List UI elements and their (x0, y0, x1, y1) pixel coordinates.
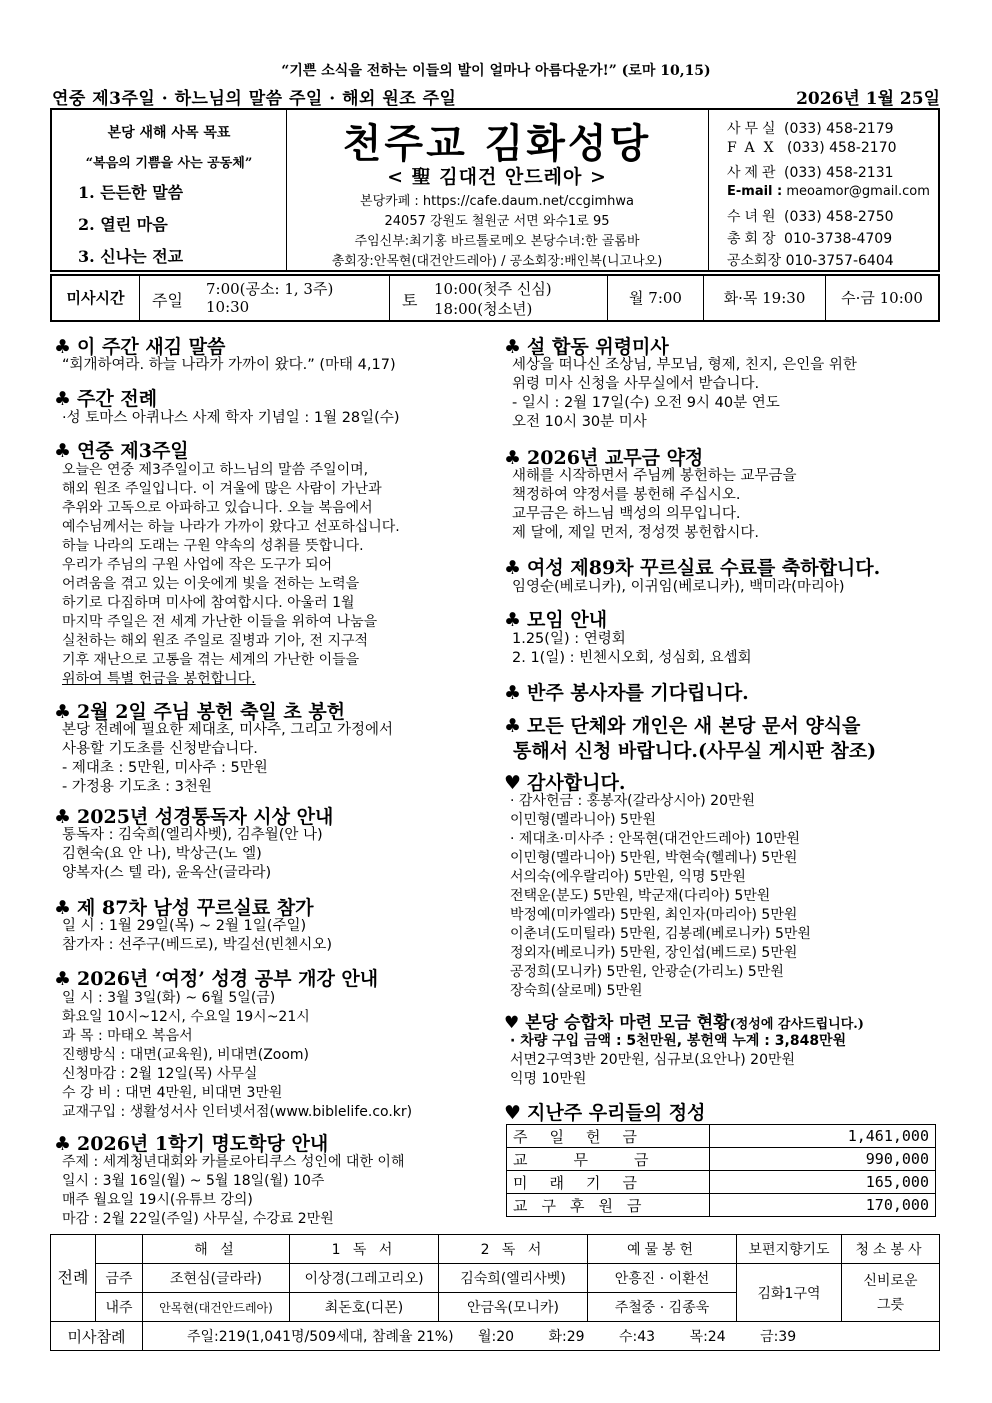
goal-item: 3. 신나는 전교 (78, 247, 184, 266)
church-dues: 새해를 시작하면서 주님께 봉헌하는 교무금을 책정하여 약정서를 봉헌해 주십시오. 교무금은 하느님 백성의 의무입니다. 제 달에, 제일 먼저, 정성껏 봉헌합시다. (512, 468, 797, 541)
church-info (288, 110, 706, 270)
van-fund: · 차량 구입 금액 : 5천만원, 봉헌액 누계 : 3,848만원 서면2구역3반 20만원, 심규보(요안나) 20만원 익명 10만원 (510, 1033, 847, 1087)
section-heading: ♥ 본당 승합차 마련 모금 현황(정성에 감사드립니다.) (504, 1013, 864, 1033)
clergy: 주임신부:최기홍 바르톨로메오 본당수녀:한 골롬바 (354, 234, 640, 249)
liturgical-subtitle: 연중 제3주일 · 하느님의 말씀 주일 · 해외 원조 주일 (52, 89, 457, 109)
section-heading: ♣ 2025년 성경통독자 시상 안내 (54, 806, 334, 828)
goal-item: 1. 든든한 말씀 (78, 183, 184, 202)
section-heading: ♣ 설 합동 위령미사 (504, 336, 669, 358)
heart-icon: ♥ (504, 1013, 520, 1033)
myeongdo-school-info: 주제 : 세계청년대회와 카를로아티쿠스 성인에 대한 이해 일시 : 3월 16일(월) ~ 5월 18일(월) 10주 매주 월요일 19시(유튜브 강의) 마감 : 2월 22일(주일) 사무실, 수강료 2만원 (62, 1154, 405, 1227)
contact-row: 수녀원 (033) 458-2750 (727, 209, 894, 225)
contact-row: 총회장 010-3738-4709 (727, 231, 893, 247)
cafe-link[interactable]: 본당카페 : https://cafe.daum.net/ccgimhwa (360, 194, 634, 209)
saturday-mass: 토 10:00(첫주 신심) 18:00(청소년) (390, 276, 608, 320)
contact-row: 사제관 (033) 458-2131 (727, 165, 894, 181)
section-heading: ♣ 반주 봉사자를 기다립니다. (504, 682, 749, 704)
attendance-row: 미사참례 주일:219(1,041명/509세대, 참례율 21%) 월:20 화:29 수:43 목:24 금:39 (51, 1322, 940, 1351)
section-heading: ♣ 제 87차 남성 꾸르실료 참가 (54, 897, 314, 919)
club-icon: ♣ (54, 388, 72, 410)
sunday-mass: 주일 7:00(공소: 1, 3주) 10:30 (140, 276, 390, 320)
offering-table (506, 1124, 936, 1217)
contact-list (708, 110, 939, 270)
section-heading: ♣ 이 주간 새김 말씀 (54, 336, 226, 358)
table-row: 내주 안목현(대건안드레아) 최돈호(디몬) 안금옥(모니카) 주철중 · 김종욱 (51, 1293, 940, 1322)
section-heading: ♣ 2026년 ‘여정’ 성경 공부 개강 안내 (54, 968, 379, 990)
table-row: 교구후원금 170,000 (507, 1194, 936, 1217)
table-row: 금주 조현심(글라라) 이상경(그레고리오) 김숙희(엘리사벳) 안흥진 · 이환선 김화1구역 신비로운 그릇 (51, 1264, 940, 1293)
contact-row: E-mail : meoamor@gmail.com (727, 184, 930, 199)
club-icon: ♣ (54, 701, 72, 723)
cursillo-info: 일 시 : 1월 29일(목) ~ 2월 1일(주일) 참가자 : 선주구(베드로), 박길선(빈첸시오) (62, 918, 333, 953)
masthead (50, 108, 940, 272)
weekly-verse: “회개하여라. 하늘 나라가 가까이 왔다.” (마태 4,17) (62, 357, 396, 373)
tue-thu-mass: 화·목 19:30 (704, 276, 826, 320)
section-heading: ♣ 여성 제89차 꾸르실료 수료를 축하합니다. (504, 557, 881, 579)
candle-offering: 본당 전례에 필요한 제대초, 미사주, 그리고 가정에서 사용할 기도초를 신청받습니다. - 제대초 : 5만원, 미사주 : 5만원 - 가정용 기도초 : 3천원 (62, 722, 394, 795)
contact-row: 사무실 (033) 458-2179 (727, 121, 894, 137)
section-heading: ♥ 감사합니다. (504, 772, 626, 794)
club-icon: ♣ (54, 806, 72, 828)
table-row: 전례 해 설 1 독 서 2 독 서 예물봉헌 보편지향기도 청소봉사 (51, 1235, 940, 1264)
section-heading-cont: 통해서 신청 바랍니다.(사무실 게시판 참조) (513, 740, 877, 762)
table-row: 교무금 990,000 (507, 1148, 936, 1171)
section-heading: ♣ 2026년 교무금 약정 (504, 447, 704, 469)
club-icon: ♣ (504, 557, 522, 579)
wed-fri-mass: 수·금 10:00 (841, 289, 923, 307)
heart-icon: ♥ (504, 1102, 522, 1124)
church-name: 천주교 김화성당 (342, 121, 652, 167)
bible-reading-award: 통독자 : 김숙희(엘리사벳), 김추월(안 나) 김현숙(요 안 나), 박상근(노 엘) 양복자(스 텔 라), 윤옥산(글라라) (62, 827, 323, 881)
thanks-list: · 감사헌금 : 홍봉자(갈라상시아) 20만원 이민형(멜라니아) 5만원 · 제대초·미사주 : 안목현(대건안드레아) 10만원 이민형(멜라니아) 5만원, 박현숙(헬레나) 5만원 서의숙(에우랄리아) 5만원, 익명 5만원 전택운(분도) 5만원, 박군재(다리아) 5만원 박정예(미카엘라) 5만원, 최인자(마리아) 5만원 이춘녀(도미틸라) 5만원, 김봉례(베로니카) 5만원 정외자(베로니카) 5만원, 장인섭(베드로) 5만원 공정희(모니카) 5만원, 안광순(가리노) 5만원 장숙희(살로메) 5만원 (510, 793, 811, 999)
section-heading: ♣ 2026년 1학기 명도학당 안내 (54, 1133, 329, 1155)
club-icon: ♣ (54, 440, 72, 462)
goals-title: 본당 새해 사목 목표 (107, 125, 231, 141)
section-heading: ♣ 모든 단체와 개인은 새 본당 문서 양식을 (504, 715, 861, 737)
section-heading: ♣ 모임 안내 (504, 609, 608, 631)
memorial-mass: 세상을 떠나신 조상님, 부모님, 형제, 친지, 은인을 위한 위령 미사 신청을 사무실에서 받습니다. - 일시 : 2월 17일(수) 오전 9시 40분 연도 오전 10시 30분 미사 (512, 357, 857, 430)
address: 24057 강원도 철원군 서면 와수1로 95 (384, 214, 610, 229)
bible-study-info: 일 시 : 3월 3일(화) ~ 6월 5일(금) 화요일 10시~12시, 수요일 19시~21시 과 목 : 마태오 복음서 진행방식 : 대면(교육원), 비대면(Zoom) 신청마감 : 2월 12일(목) 사무실 수 강 비 : 대면 4만원, 비대면 3만원 교재구입 : 생활성서사 인터넷서점(www.biblelife.co.kr) (62, 990, 413, 1120)
mass-label: 미사시간 (52, 276, 140, 320)
club-icon: ♣ (504, 336, 522, 358)
cursillo-graduates: 임영순(베로니카), 이귀임(베로니카), 백미라(마리아) (512, 579, 845, 595)
patron-saint: < 聖 김대건 안드레아 > (387, 166, 607, 188)
club-icon: ♣ (54, 968, 72, 990)
mass-times (50, 274, 940, 322)
section-heading: ♥ 지난주 우리들의 정성 (504, 1102, 706, 1124)
contact-row: FAX (033) 458-2170 (727, 140, 897, 156)
meetings: 1.25(일) : 연령회 2. 1(일) : 빈첸시오회, 성심회, 요셉회 (512, 631, 752, 666)
heart-icon: ♥ (504, 772, 522, 794)
presidents: 총회장:안목현(대건안드레아) / 공소회장:배인복(니고나오) (331, 254, 663, 269)
sunday-message: 오늘은 연중 제3주일이고 하느님의 말씀 주일이며, 해외 원조 주일입니다. 이 겨울에 많은 사람이 가난과 추위와 고독으로 아파하고 있습니다. 오늘 복음에서 예수님께서는 하늘 나라가 가까이 왔다고 선포하십니다. 하늘 나라의 도래는 구원 약속의 성취를 뜻합니다. 우리가 주님의 구원 사업에 작은 도구가 되어 어려움을 겪고 있는 이웃에게 빛을 전하는 노력을 하기로 다짐하며 미사에 참여합시다. 아울러 1월 마지막 주일은 전 세계 가난한 이들을 위하여 나눔을 실천하는 해외 원조 주일로 질병과 기아, 전 지구적 기후 재난으로 고통을 겪는 세계의 가난한 이들을 위하여 특별 헌금을 봉헌합니다. (62, 462, 400, 687)
section-heading: ♣ 2월 2일 주님 봉헌 축일 초 봉헌 (54, 701, 346, 723)
pastoral-goals (52, 110, 287, 270)
goals-motto: “복음의 기쁨을 사는 공동체” (85, 156, 253, 171)
bible-verse: “기쁜 소식을 전하는 이들의 발이 얼마나 아름다운가!” (로마 10,15) (281, 63, 711, 79)
club-icon: ♣ (504, 715, 522, 737)
club-icon: ♣ (504, 682, 522, 704)
club-icon: ♣ (504, 609, 522, 631)
section-heading: ♣ 연중 제3주일 (54, 440, 189, 462)
section-heading: ♣ 주간 전례 (54, 388, 158, 410)
liturgy-side-label: 전례 (51, 1235, 96, 1322)
club-icon: ♣ (54, 897, 72, 919)
issue-date: 2026년 1월 25일 (796, 89, 940, 109)
contact-row: 공소회장 010-3757-6404 (727, 253, 894, 269)
club-icon: ♣ (54, 1133, 72, 1155)
weekly-liturgy: ·성 토마스 아퀴나스 사제 학자 기념일 : 1월 28일(수) (62, 410, 400, 426)
monday-mass: 월 7:00 (608, 276, 704, 320)
liturgy-roster (50, 1234, 940, 1351)
goal-item: 2. 열린 마음 (78, 215, 168, 234)
club-icon: ♣ (504, 447, 522, 469)
table-row: 주일헌금 1,461,000 (507, 1125, 936, 1148)
club-icon: ♣ (54, 336, 72, 358)
table-row: 미래기금 165,000 (507, 1171, 936, 1194)
